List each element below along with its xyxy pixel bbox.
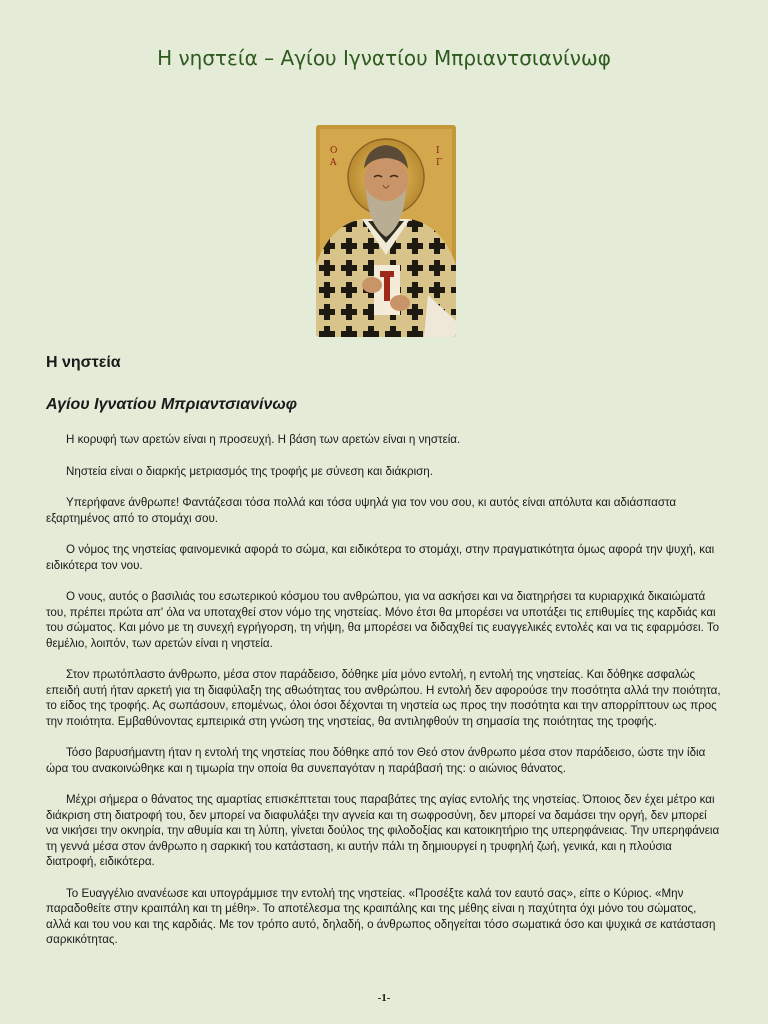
page-number: -1- <box>377 992 391 1004</box>
paragraph: Ο νόμος της νηστείας φαινομενικά αφορά το σώμα, και ειδικότερα το στομάχι, στην πραγματικότητα όμως αφορά την ψυχή, και ειδικότερα τον νου. <box>46 543 715 572</box>
paragraph: Στον πρωτόπλαστο άνθρωπο, μέσα στον παράδεισο, δόθηκε μία μόνο εντολή, η εντολή της νηστείας. Και δόθηκε ασφαλώς επειδή αυτή ήταν αρκετή για τη διαφύλαξη της αθωότητας του ανθρώπου. Η εντολή δεν αφορούσε την ποσότητα αλλά την ποιότητα, το είδος της τροφής. Ας σωπάσουν, επομένως, όλοι όσοι δέχονται τη νηστεία ως προς την ποσότητα και την απορρίπτουν ως προς την ποιότητα. Εμβαθύνοντας εμπειρικά στη γνώση της νηστείας, θα αντιληφθούν τη σημασία της ποιότητας της τροφής. <box>46 668 721 728</box>
paragraph: Υπερήφανε άνθρωπε! Φαντάζεσαι τόσα πολλά και τόσα υψηλά για τον νου σου, κι αυτός είναι απόλυτα και αδιάσπαστα εξαρτημένος από το στομάχι σου. <box>46 496 677 525</box>
paragraph: Μέχρι σήμερα ο θάνατος της αμαρτίας επισκέπτεται τους παραβάτες της αγίας εντολής της νηστείας. Όποιος δεν έχει μέτρο και διάκριση στη διατροφή του, δεν μπορεί να διαφυλάξει την αγνεία και τη σωφροσύνη, δεν μπορεί να δαμάσει την οργή, δεν μπορεί να νικήσει την οκνηρία, την αθυμία και τη λύπη, γίνεται δούλος της φιλοδοξίας και κατοικητήριο της υπερηφάνειας. Την υπερηφάνεια τη γεννά μέσα στον άνθρωπο η σαρκική του κατάσταση, κι αυτήν πάλι τη δημιουργεί η τρυφηλή ζωή, γενικά, και η πλούσια διατροφή, ειδικότερα. <box>46 793 720 868</box>
saint-icon-image <box>316 125 456 337</box>
paragraph: Το Ευαγγέλιο ανανέωσε και υπογράμμισε την εντολή της νηστείας. «Προσέξτε καλά τον εαυτό σας», είπε ο Κύριος. «Μην παραδοθείτε στην κραιπάλη και τη μέθη». Το αποτέλεσμα της κραιπάλης και της μέθης είναι η παχύτητα όχι μόνο του σώματος, αλλά και του νου και της καρδιάς. Με τον τρόπο αυτό, δηλαδή, ο άνθρωπος οδηγείται τόσο σωματικά όσο και ψυχικά σε κατάσταση σαρκικότητας. <box>46 886 716 946</box>
svg-text:Α: Α <box>330 158 337 168</box>
svg-text:Γ: Γ <box>436 158 443 168</box>
paragraph: Τόσο βαρυσήμαντη ήταν η εντολή της νηστείας που δόθηκε από τον Θεό στον άνθρωπο μέσα στον παράδεισο, ώστε την ίδια ώρα του ανακοινώθηκε και η τιμωρία την οποία θα συνεπαγόταν η παράβασή της: ο αιώνιος θάνατος. <box>46 746 706 775</box>
paragraph: Νηστεία είναι ο διαρκής μετριασμός της τροφής με σύνεση και διάκριση. <box>66 464 433 478</box>
author-subheading: Αγίου Ιγνατίου Μπριαντσιανίνωφ <box>46 396 297 413</box>
svg-text:Ο: Ο <box>330 146 338 156</box>
section-heading: Η νηστεία <box>46 354 121 371</box>
paragraph: Η κορυφή των αρετών είναι η προσευχή. Η βάση των αρετών είναι η νηστεία. <box>66 433 461 446</box>
svg-text:Ι: Ι <box>436 146 440 156</box>
page-title: Η νηστεία – Αγίου Ιγνατίου Μπριαντσιανίνωφ <box>157 46 611 70</box>
paragraph: Ο νους, αυτός ο βασιλιάς του εσωτερικού κόσμου του ανθρώπου, για να ασκήσει και να διατηρήσει τα κυριαρχικά δικαιώματά του, πρέπει πρώτα απ' όλα να υποταχθεί στον νόμο της νηστείας. Μόνο έτσι θα μπορέσει να υποτάξει τις επιθυμίες της καρδιάς και του σώματος. Και μόνο με τη συνεχή εγρήγορση, τη νήψη, θα μπορέσει να διδαχθεί τις ευαγγελικές εντολές και να τις εφαρμόσει. Το θεμέλιο, λοιπόν, των αρετών είναι η νηστεία. <box>46 590 720 650</box>
body-text <box>46 432 722 964</box>
